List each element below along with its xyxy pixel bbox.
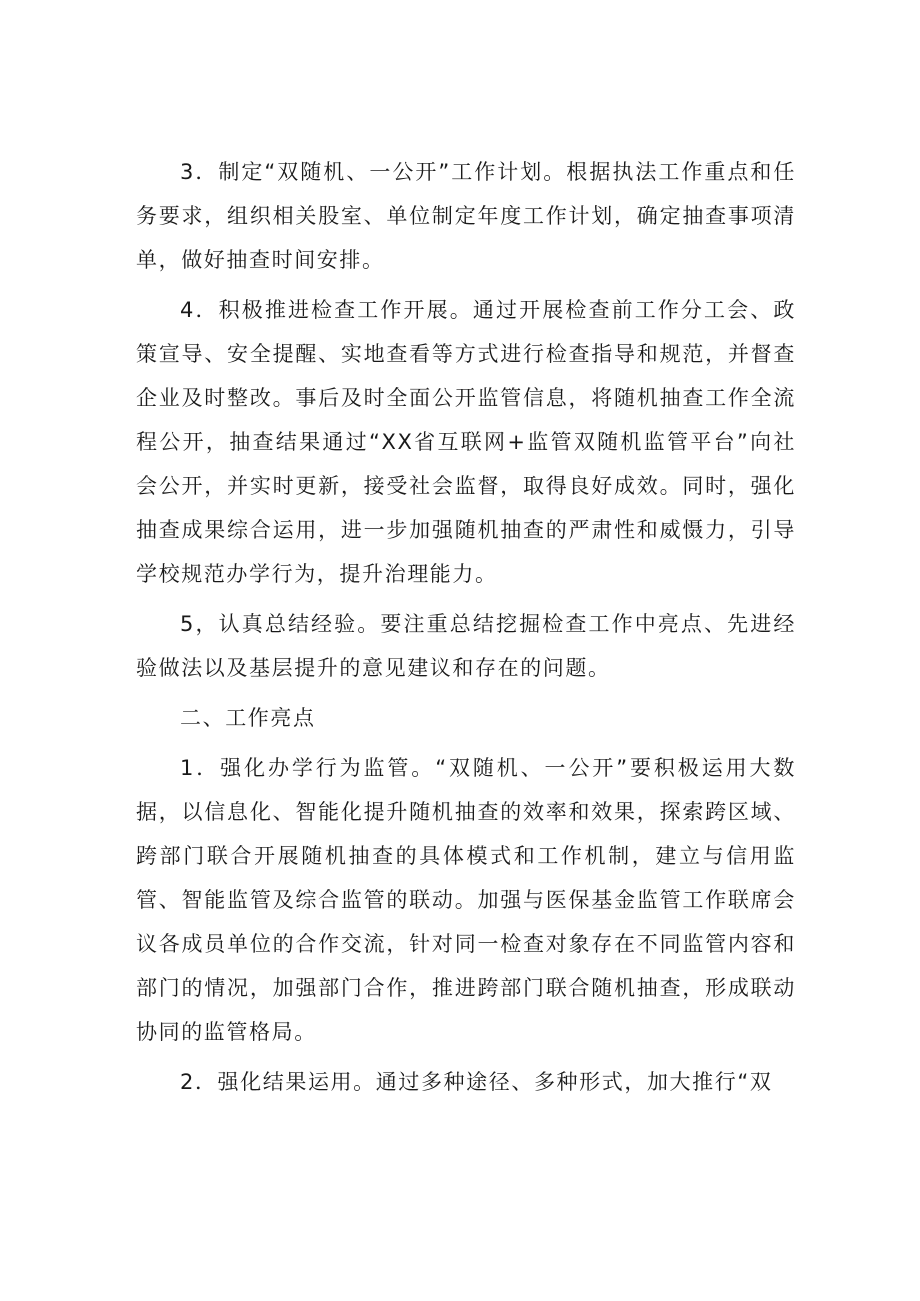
section-heading-highlights: 二、工作亮点 [180,706,316,730]
paragraph-summary: 5，认真总结经验。要注重总结挖掘检查工作中亮点、先进经验做法以及基层提升的意见建议和存在的问题。 [136,612,796,680]
paragraph-supervision: 1．强化办学行为监管。“双随机、一公开”要积极运用大数据，以信息化、智能化提升随机抽查的效率和效果，探索跨区域、跨部门联合开展随机抽查的具体模式和工作机制，建立与信用监管、智能监管及综合监管的联动。加强与医保基金监管工作联席会议各成员单位的合作交流，针对同一检查对象存在不同监管内容和部门的情况，加强部门合作，推进跨部门联合随机抽查，形成联动协同的监管格局。 [136,756,796,1044]
paragraph-inspection: 4．积极推进检查工作开展。通过开展检查前工作分工会、政策宣导、安全提醒、实地查看等方式进行检查指导和规范，并督查企业及时整改。事后及时全面公开监管信息，将随机抽查工作全流程公开，抽查结果通过“XX省互联网+监管双随机监管平台”向社会公开，并实时更新，接受社会监督，取得良好成效。同时，强化抽查成果综合运用，进一步加强随机抽查的严肃性和威慑力，引导学校规范办学行为，提升治理能力。 [136,298,796,586]
document-body [136,150,796,1104]
paragraph-results: 2．强化结果运用。通过多种途径、多种形式，加大推行“双 [180,1070,773,1094]
paragraph-plan: 3．制定“双随机、一公开”工作计划。根据执法工作重点和任务要求，组织相关股室、单位制定年度工作计划，确定抽查事项清单，做好抽查时间安排。 [136,160,796,272]
